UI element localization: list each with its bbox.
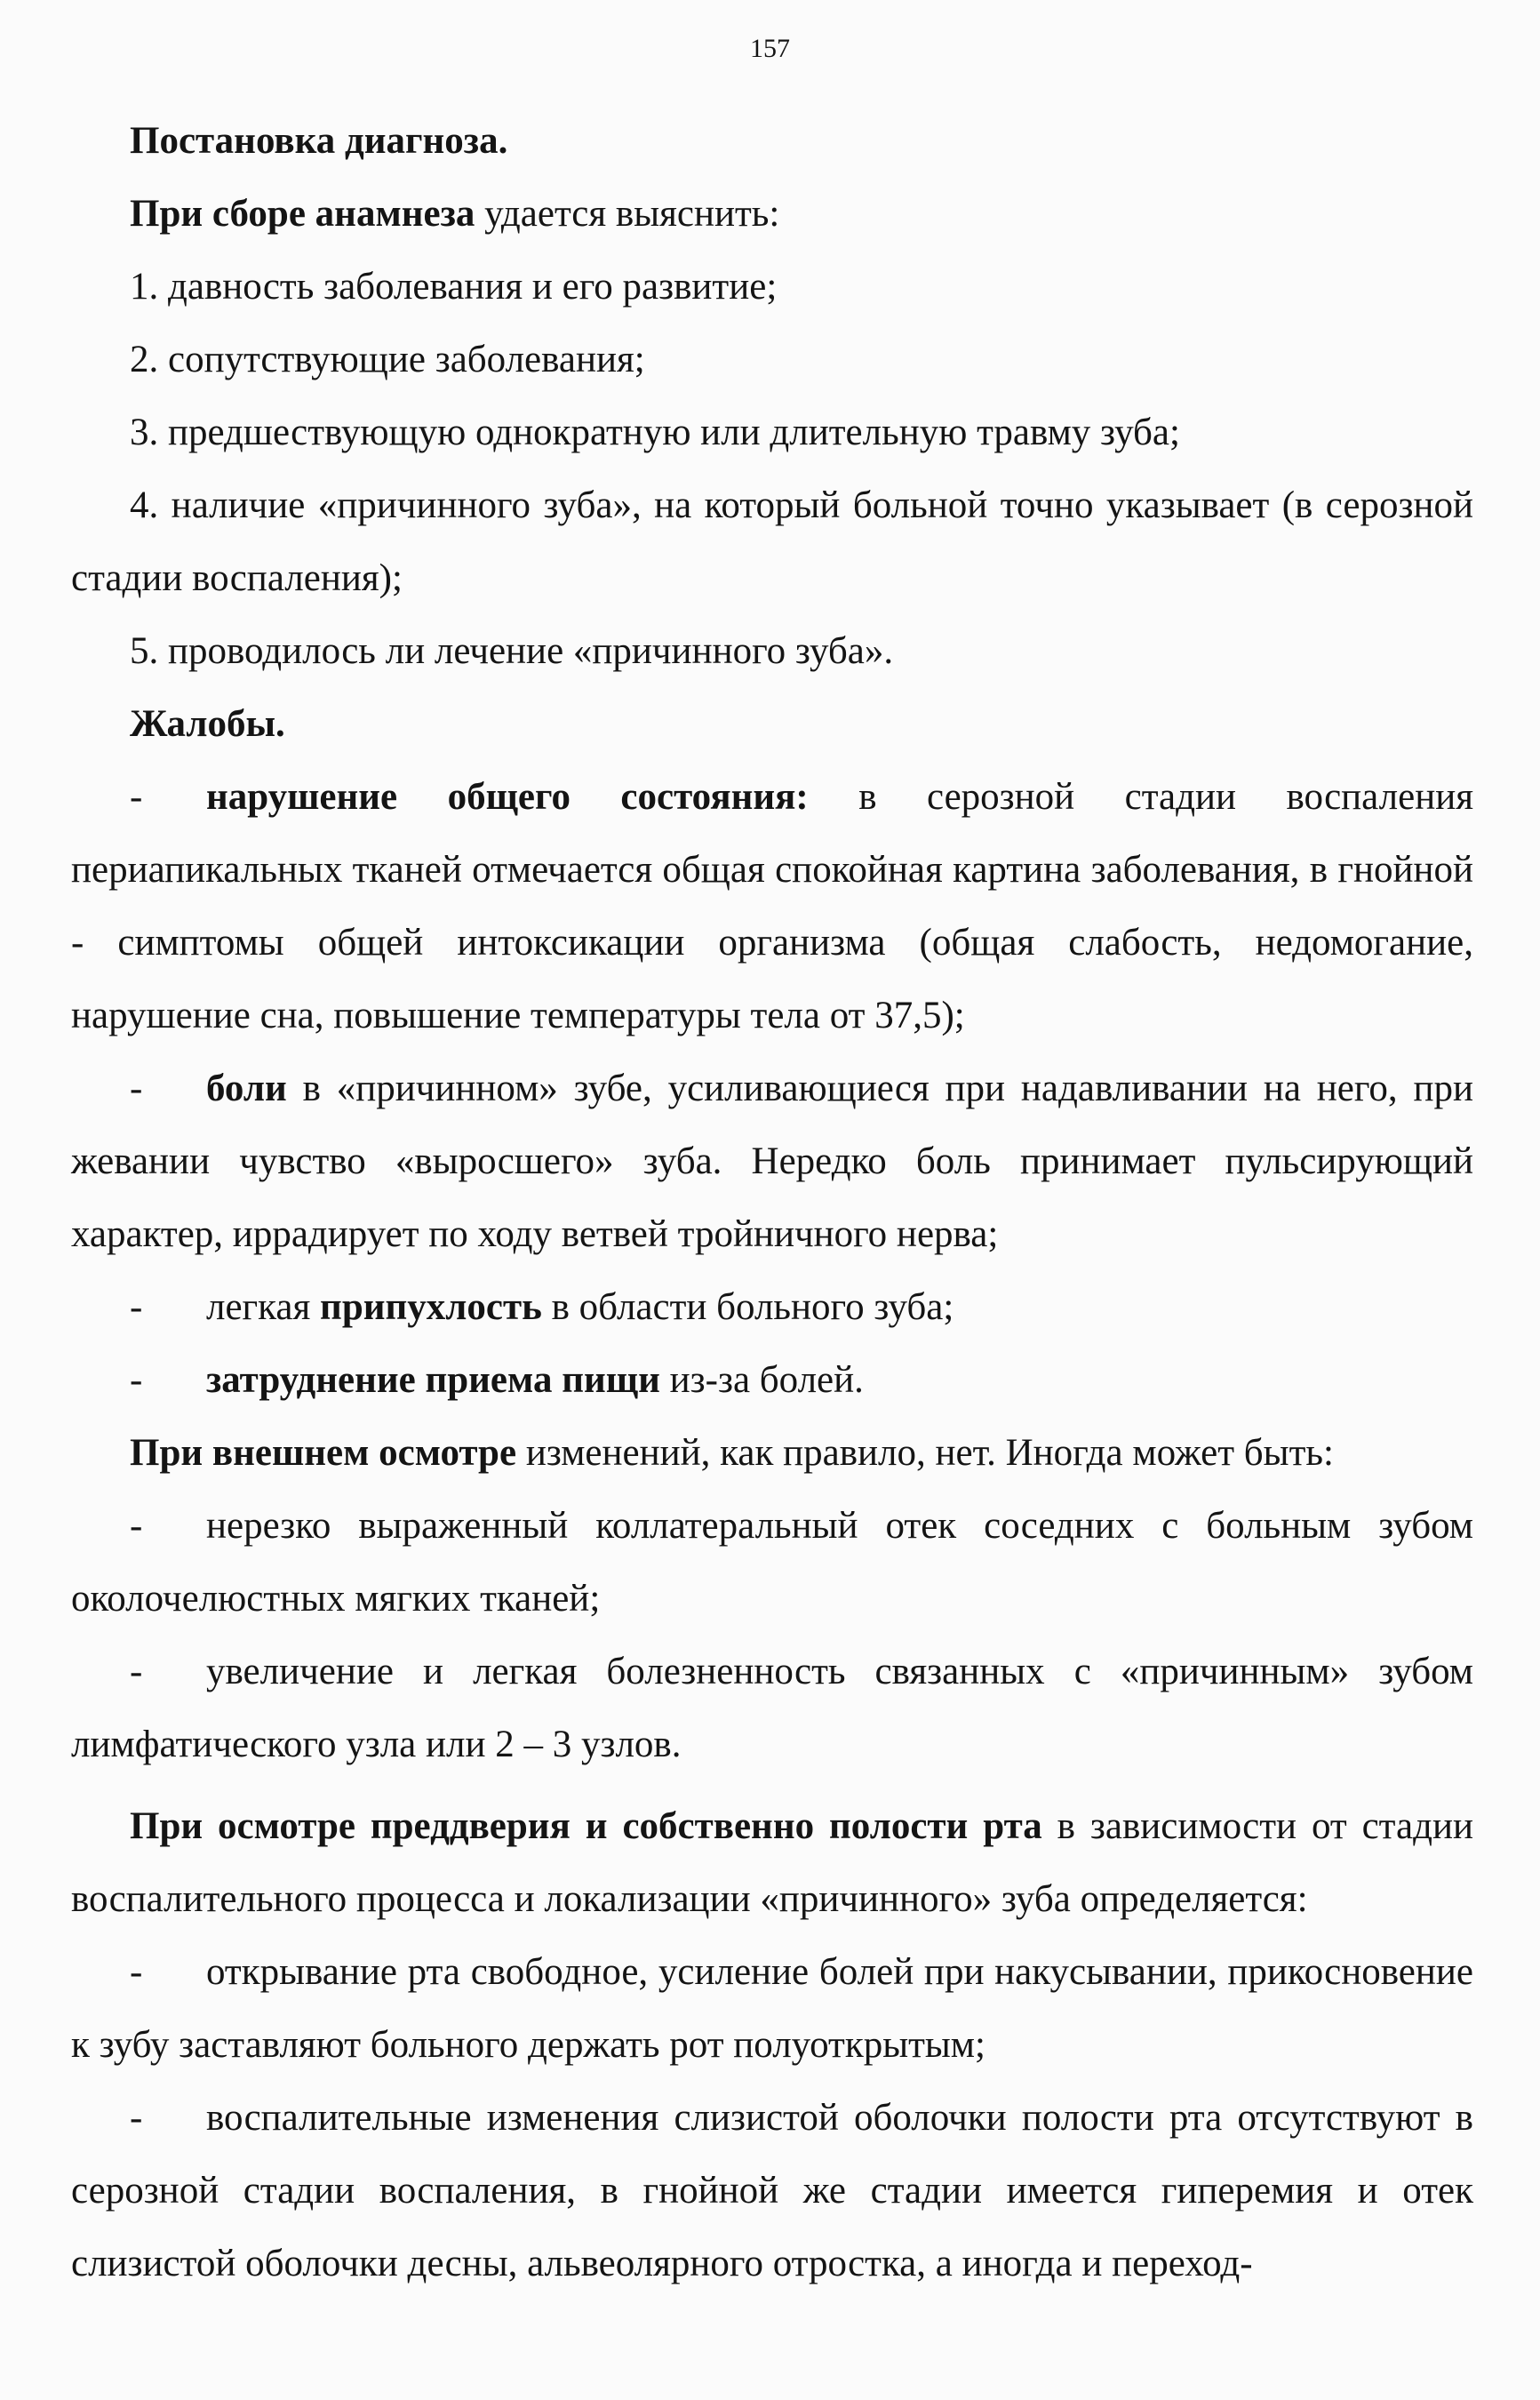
complaint-item: - легкая припухлость в области больного зуба; — [130, 1286, 954, 1328]
complaint-item: - затруднение приема пищи из-за болей. — [130, 1359, 864, 1401]
page-number: 157 — [750, 34, 790, 63]
complaint-item: - нарушение общего состояния: в серозной стадии воспаления периапикальных тканей отмечается общая спокойная картина заболевания, в гнойной - симптомы общей интоксикации организма (общая слабость, недомогание, нарушение сна, повышение температуры тела от 37,5); — [71, 776, 1473, 1036]
oral-exam-item: - воспалительные изменения слизистой оболочки полости рта отсутствуют в серозной стадии воспаления, в гнойной же стадии имеется гиперемия и отек слизистой оболочки десны, альвеолярного отростка, а иногда и переход- — [71, 2097, 1473, 2284]
numbered-item: 4. наличие «причинного зуба», на который больной точно указывает (в серозной стадии воспаления); — [71, 484, 1473, 599]
numbered-item: 1. давность заболевания и его развитие; — [130, 266, 778, 308]
external-exam-item: - нерезко выраженный коллатеральный отек соседних с больным зубом околочелюстных мягких тканей; — [71, 1505, 1473, 1620]
external-exam-intro: При внешнем осмотре изменений, как правило, нет. Иногда может быть: — [130, 1432, 1334, 1474]
document-body — [71, 105, 1473, 2300]
anamnesis-intro: При сборе анамнеза удается выяснить: — [130, 193, 780, 235]
oral-exam-intro: При осмотре преддверия и собственно полости рта в зависимости от стадии воспалительного процесса и локализации «причинного» зуба определяется: — [71, 1805, 1473, 1920]
numbered-item: 3. предшествующую однократную или длительную травму зуба; — [130, 412, 1180, 453]
section-heading: Постановка диагноза. — [130, 120, 508, 162]
complaints-heading: Жалобы. — [130, 703, 285, 745]
numbered-item: 5. проводилось ли лечение «причинного зуба». — [130, 630, 894, 672]
complaint-item: - боли в «причинном» зубе, усиливающиеся при надавливании на него, при жевании чувство «выросшего» зуба. Нередко боль принимает пульсирующий характер, иррадирует по ходу ветвей тройничного нерва; — [71, 1068, 1473, 1255]
numbered-item: 2. сопутствующие заболевания; — [130, 339, 645, 380]
external-exam-item: - увеличение и легкая болезненность связанных с «причинным» зубом лимфатического узла или 2 – 3 узлов. — [71, 1651, 1473, 1765]
oral-exam-item: - открывание рта свободное, усиление болей при накусывании, прикосновение к зубу заставляют больного держать рот полуоткрытым; — [71, 1951, 1473, 2066]
